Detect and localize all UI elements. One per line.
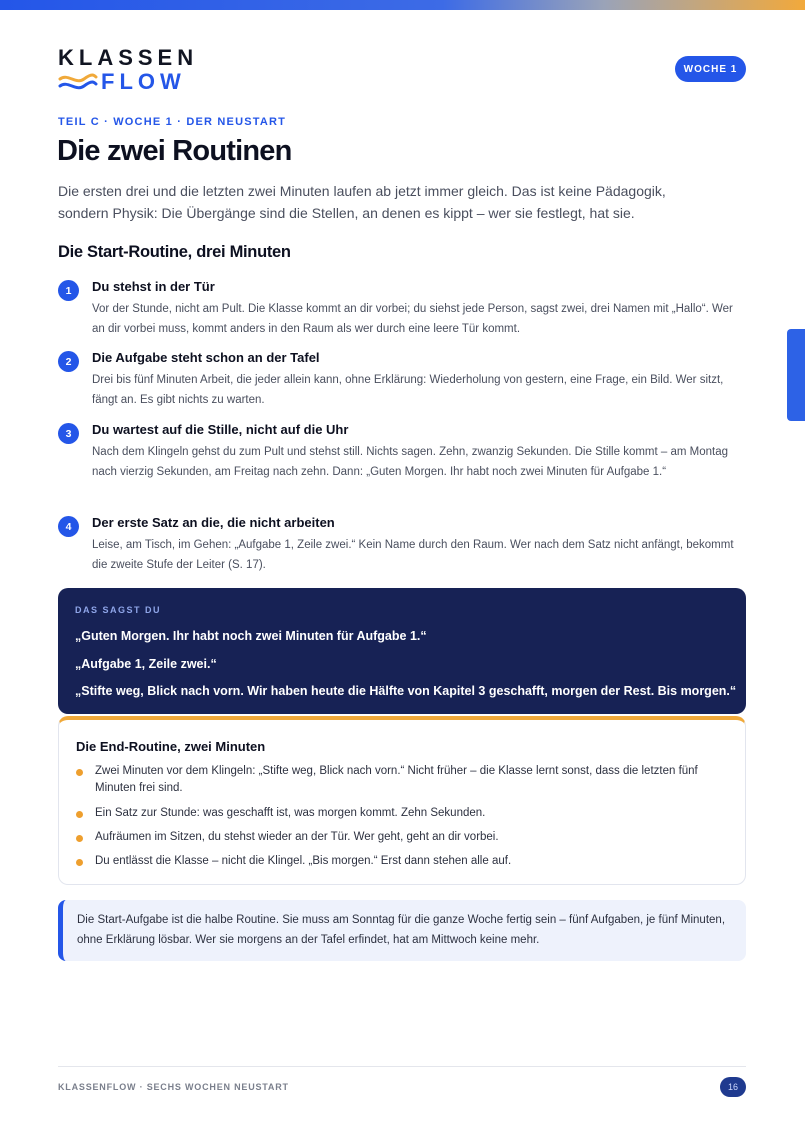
start-routine-heading: Die Start-Routine, drei Minuten <box>58 243 291 261</box>
end-routine-heading: Die End-Routine, zwei Minuten <box>76 739 266 754</box>
footer-text: KLASSENFLOW · SECHS WOCHEN NEUSTART <box>58 1082 289 1092</box>
logo <box>58 47 198 97</box>
side-tab-marker <box>787 329 805 421</box>
logo-text-klassen: KLASSEN <box>58 45 199 70</box>
step-body: Leise, am Tisch, im Gehen: „Aufgabe 1, Zeile zwei.“ Kein Name durch den Raum. Wer nach dem Satz nicht anfängt, bekommt die zweite Stufe der Leiter (S. 17). <box>92 539 734 571</box>
week-badge: WOCHE 1 <box>675 56 746 82</box>
tip-note <box>58 900 746 961</box>
end-routine-card <box>58 716 746 885</box>
list-item-text: Ein Satz zur Stunde: was geschafft ist, was morgen kommt. Zehn Sekunden. <box>95 807 486 819</box>
step-title: Die Aufgabe steht schon an der Tafel <box>92 350 320 365</box>
quote-line: „Stifte weg, Blick nach vorn. Wir haben heute die Hälfte von Kapitel 3 geschafft, morgen der Rest. Bis morgen.“ <box>75 684 737 698</box>
bullet-dot-icon <box>76 835 83 842</box>
bullet-dot-icon <box>76 859 83 866</box>
step-number-badge: 3 <box>58 423 79 444</box>
step-body: Nach dem Klingeln gehst du zum Pult und stehst still. Nichts sagen. Zehn, zwanzig Sekunden. Die Stille kommt – am Montag nach vierzig Sekunden, am Freitag nach zehn. Dann: „Guten Morgen. Ihr habt noch zwei Minuten für Aufgabe 1.“ <box>92 446 729 478</box>
list-item-text: Aufräumen im Sitzen, du stehst wieder an der Tür. Wer geht, geht an dir vorbei. <box>95 831 499 843</box>
quote-line: „Guten Morgen. Ihr habt noch zwei Minuten für Aufgabe 1.“ <box>75 629 427 643</box>
step-body: Drei bis fünf Minuten Arbeit, die jeder allein kann, ohne Erklärung: Wiederholung von gestern, eine Frage, ein Bild. Wer sitzt, fängt an. Es gibt nichts zu warten. <box>92 374 724 406</box>
waves-icon <box>58 71 98 93</box>
top-gradient-bar <box>0 0 805 10</box>
list-item-text: Zwei Minuten vor dem Klingeln: „Stifte weg, Blick nach vorn.“ Nicht früher – die Klasse lernt sonst, dass die letzten fünf Minuten frei sind. <box>95 765 698 794</box>
bullet-dot-icon <box>76 811 83 818</box>
step-title: Der erste Satz an die, die nicht arbeiten <box>92 515 335 530</box>
list-item-text: Du entlässt die Klasse – nicht die Klingel. „Bis morgen.“ Erst dann stehen alle auf. <box>95 855 512 867</box>
step-number-badge: 2 <box>58 351 79 372</box>
quote-line: „Aufgabe 1, Zeile zwei.“ <box>75 657 217 671</box>
tip-note-text: Die Start-Aufgabe ist die halbe Routine. Sie muss am Sonntag für die ganze Woche fertig sein – fünf Aufgaben, je fünf Minuten, ohne Erklärung lösbar. Wer sie morgens an der Tafel erfindet, hat am Mittwoch keine mehr. <box>77 914 726 946</box>
quote-box <box>58 588 746 714</box>
bullet-dot-icon <box>76 769 83 776</box>
step-title: Du stehst in der Tür <box>92 279 215 294</box>
quote-box-label: DAS SAGST DU <box>75 605 162 615</box>
step-body: Vor der Stunde, nicht am Pult. Die Klasse kommt an dir vorbei; du siehst jede Person, sagst zwei, drei Namen mit „Hallo“. Wer an dir vorbei muss, kommt anders in den Raum als wer durch eine leere Tür kommt. <box>92 303 733 335</box>
page-title: Die zwei Routinen <box>57 135 292 167</box>
step-number-badge: 4 <box>58 516 79 537</box>
footer-divider <box>58 1066 746 1067</box>
page-number: 16 <box>720 1077 746 1097</box>
lead-paragraph: Die ersten drei und die letzten zwei Minuten laufen ab jetzt immer gleich. Das ist keine Pädagogik, sondern Physik: Die Übergänge sind die Stellen, an denen es kippt – wer sie festlegt, hat sie. <box>58 183 666 221</box>
step-number-badge: 1 <box>58 280 79 301</box>
step-title: Du wartest auf die Stille, nicht auf die Uhr <box>92 422 349 437</box>
section-eyebrow: TEIL C · WOCHE 1 · DER NEUSTART <box>58 116 287 128</box>
logo-text-flow: FLOW <box>101 69 186 94</box>
